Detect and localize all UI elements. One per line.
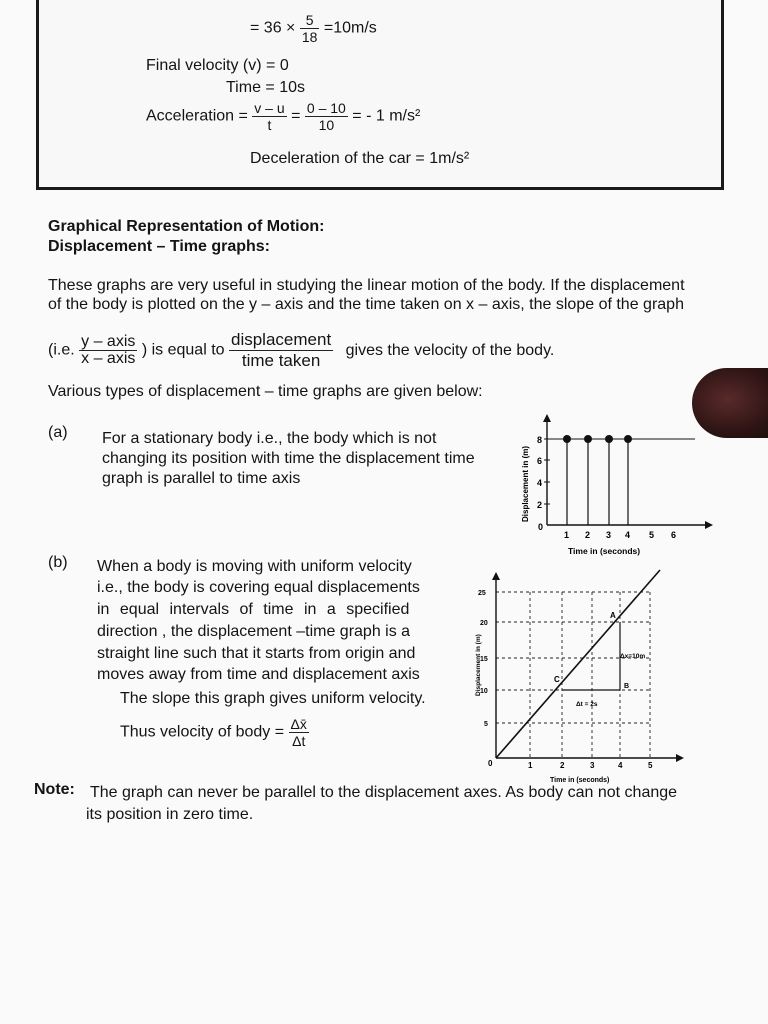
velocity-prefix: Thus velocity of body = <box>120 723 285 741</box>
g2-delta-t: Δt = 2s <box>576 701 598 708</box>
intro-mid-text: ) is equal to <box>141 341 225 359</box>
graph-stationary-body <box>510 410 720 560</box>
note-label <box>34 781 75 799</box>
velocity-conversion <box>250 12 377 45</box>
accel-frac1-num: v – u <box>254 100 285 116</box>
g2-ytick: 15 <box>480 656 488 663</box>
g1-y-ticks <box>537 435 550 532</box>
heading-graphical-representation: Graphical Representation of Motion: <box>48 218 325 235</box>
velocity-formula <box>120 716 309 749</box>
conversion-frac-den: 18 <box>301 29 318 45</box>
g1-ytick: 6 <box>537 456 543 466</box>
item-b-line1: When a body is moving with uniform velocity <box>97 558 412 575</box>
item-b-line3: in equal intervals of time in a specified <box>97 601 410 618</box>
g2-origin: 0 <box>488 759 493 768</box>
time-value: Time = 10s <box>226 79 305 96</box>
item-b-line4: direction , the displacement –time graph is a <box>97 623 411 640</box>
g2-ytick: 5 <box>484 721 488 728</box>
g1-point <box>563 435 571 443</box>
slope-frac-num: y – axis <box>81 333 136 350</box>
acceleration-formula <box>146 100 420 133</box>
g2-point-b: B <box>624 683 630 690</box>
velocity-frac-den: time taken <box>241 351 321 370</box>
item-b-label: (b) <box>48 554 68 571</box>
g2-xtick: 3 <box>590 761 595 770</box>
final-velocity: Final velocity (v) = 0 <box>146 57 289 74</box>
g1-ytick: 4 <box>537 478 543 488</box>
intro-suffix: gives the velocity of the body. <box>345 341 555 359</box>
g1-x-arrow-icon <box>705 521 713 529</box>
item-a-line1: For a stationary body i.e., the body which is not <box>102 430 437 447</box>
intro-line4: Various types of displacement – time graphs are given below: <box>48 383 483 400</box>
g1-verticals <box>567 439 628 525</box>
g2-gridlines <box>496 592 650 758</box>
g2-ytick: 10 <box>480 688 488 695</box>
velocity-num: Δx̄ <box>290 716 307 732</box>
note-line2: its position in zero time. <box>86 806 254 823</box>
note-line1: The graph can never be parallel to the displacement axes. As body can not change <box>90 784 678 801</box>
g2-point-a: A <box>610 611 616 620</box>
g1-xtick: 4 <box>625 530 631 540</box>
g2-x-ticks <box>528 761 653 770</box>
g1-y-arrow-icon <box>543 414 551 422</box>
g2-xlabel: Time in (seconds) <box>550 777 610 784</box>
g1-point <box>624 435 632 443</box>
g1-origin: 0 <box>538 522 544 532</box>
g1-ytick: 8 <box>537 435 543 445</box>
g1-xtick: 5 <box>649 530 655 540</box>
slope-frac-den: x – axis <box>81 350 136 367</box>
heading-displacement-time: Displacement – Time graphs: <box>48 238 270 255</box>
g1-point <box>605 435 613 443</box>
item-b-line6: moves away from time and displacement axis <box>97 666 420 683</box>
conversion-frac-num: 5 <box>300 12 320 29</box>
ie-prefix: (i.e. <box>48 341 75 359</box>
accel-frac2-den: 10 <box>318 117 335 133</box>
velocity-den: Δt <box>292 733 306 749</box>
g2-ytick: 25 <box>478 590 486 597</box>
g2-xtick: 1 <box>528 761 533 770</box>
g1-point <box>584 435 592 443</box>
g1-ytick: 2 <box>537 500 543 510</box>
g1-xtick: 1 <box>564 530 570 540</box>
g2-delta-x: Δx=10m <box>620 653 646 660</box>
item-a-label: (a) <box>48 424 68 441</box>
item-a-line3: graph is parallel to time axis <box>102 470 301 487</box>
g1-x-ticks <box>564 530 676 540</box>
accel-equals: = <box>291 107 301 125</box>
item-b-line2: i.e., the body is covering equal displacements <box>97 579 420 596</box>
acceleration-label: Acceleration = <box>146 107 248 125</box>
g1-xtick: 3 <box>606 530 612 540</box>
g2-xtick: 2 <box>560 761 565 770</box>
intro-line2: of the body is plotted on the y – axis and the time taken on x – axis, the slope of the graph <box>48 296 684 313</box>
item-a-line2: changing its position with time the displacement time <box>102 450 475 467</box>
g1-xtick: 2 <box>585 530 591 540</box>
g2-ytick: 20 <box>480 620 488 627</box>
item-b-line7: The slope this graph gives uniform velocity. <box>120 690 426 707</box>
graph-uniform-velocity <box>470 566 695 788</box>
g1-ylabel: Displacement in (m) <box>521 445 530 522</box>
note-label-text: Note: <box>34 781 75 798</box>
g1-xlabel: Time in (seconds) <box>568 546 641 556</box>
g2-xtick: 5 <box>648 761 653 770</box>
intro-line1: These graphs are very useful in studying the linear motion of the body. If the displacement <box>48 277 685 294</box>
g2-y-arrow-icon <box>492 572 500 580</box>
deceleration: Deceleration of the car = 1m/s² <box>250 150 470 167</box>
accel-result: = - 1 m/s² <box>352 107 421 125</box>
item-b-line5: straight line such that it starts from origin and <box>97 645 416 662</box>
g2-point-c: C <box>554 675 560 684</box>
g2-xtick: 4 <box>618 761 623 770</box>
velocity-frac-num: displacement <box>231 330 332 349</box>
g2-ylabel: Displacement in (m) <box>475 634 482 696</box>
g2-velocity-line <box>496 570 660 758</box>
accel-frac1-den: t <box>267 117 272 133</box>
g2-x-arrow-icon <box>676 754 684 762</box>
intro-line3 <box>48 330 554 371</box>
accel-frac2-num: 0 – 10 <box>306 100 346 116</box>
finger-photo-artifact <box>692 368 768 438</box>
conversion-prefix: = 36 × <box>250 19 296 37</box>
conversion-suffix: =10m/s <box>323 19 377 37</box>
g1-xtick: 6 <box>671 530 677 540</box>
